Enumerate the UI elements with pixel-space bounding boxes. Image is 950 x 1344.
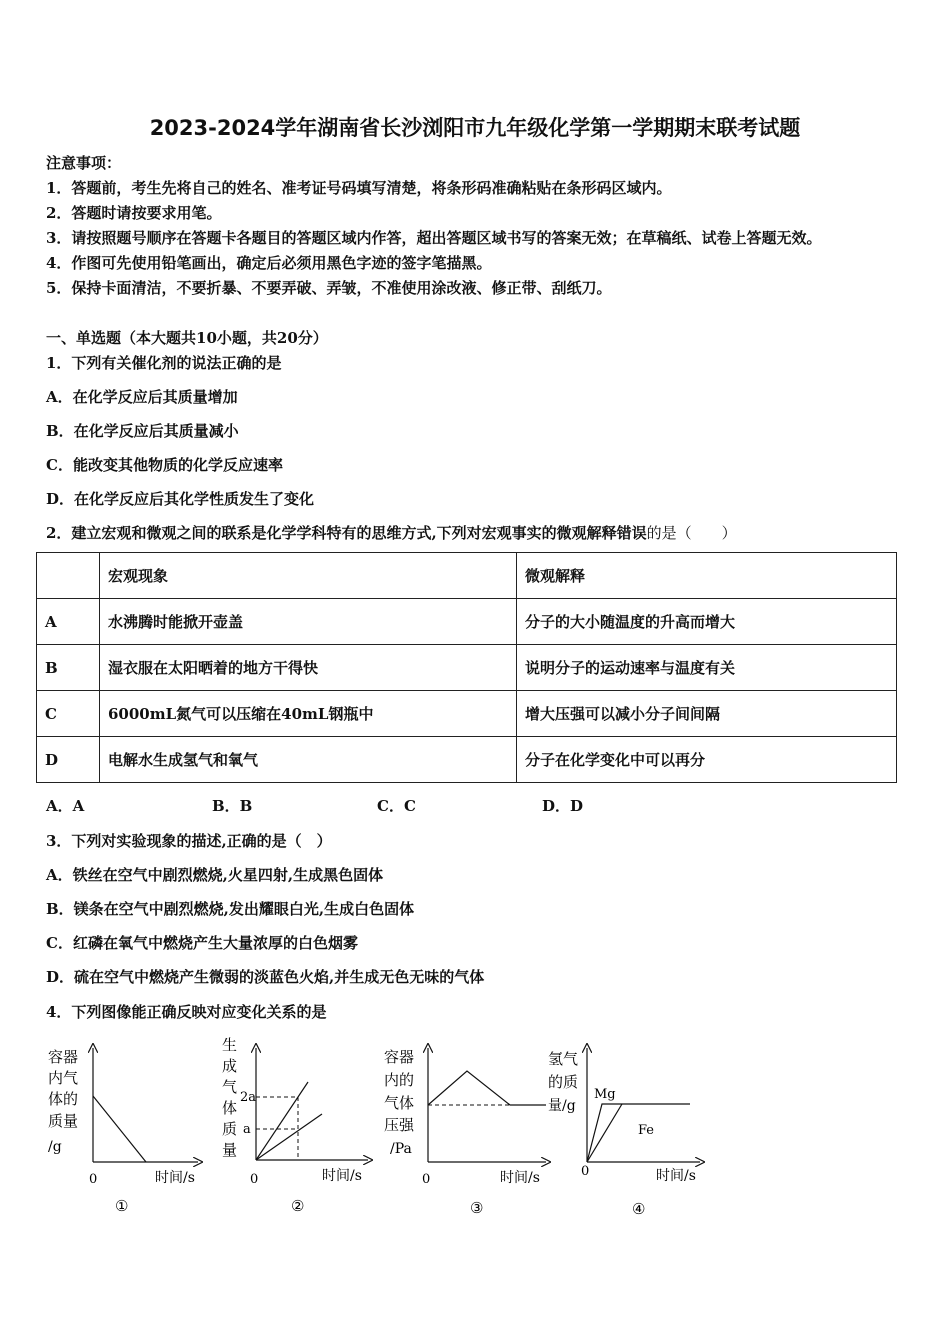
question-4-graphs (0, 1030, 950, 1230)
table-cell: 湿衣服在太阳晒着的地方干得快 (100, 645, 517, 691)
question-3-option-c: C．红磷在氧气中燃烧产生大量浓厚的白色烟雾 (46, 934, 358, 952)
graph-3-ylabel: 内的 (384, 1071, 415, 1089)
page-title: 2023-2024学年湖南省长沙浏阳市九年级化学第一学期期末联考试题 (149, 116, 801, 140)
notice-item: 4．作图可先使用铅笔画出，确定后必须用黑色字迹的签字笔描黑。 (46, 254, 492, 272)
question-3-stem: 3．下列对实验现象的描述,正确的是（ ） (46, 832, 332, 850)
table-cell: 分子在化学变化中可以再分 (517, 737, 897, 783)
graph-4-curve-fe (587, 1104, 622, 1162)
graph-1-origin: 0 (89, 1172, 98, 1187)
question-4-stem: 4．下列图像能正确反映对应变化关系的是 (46, 1003, 327, 1021)
graph-2-tick-2a: 2a (240, 1090, 257, 1105)
graph-4 (548, 1048, 700, 1218)
graph-3-number: ③ (470, 1199, 484, 1217)
table-cell: 宏观现象 (100, 553, 517, 599)
graph-2 (222, 1036, 368, 1215)
graph-2-tick-a: a (243, 1122, 251, 1137)
table-row (37, 645, 897, 691)
graph-3-ylabel: 压强 (384, 1116, 415, 1134)
graph-4-series-mg: Mg (594, 1087, 616, 1102)
graph-1-ylabel: 内气 (48, 1069, 79, 1087)
table-cell: 电解水生成氢气和氧气 (100, 737, 517, 783)
graph-2-number: ② (291, 1197, 305, 1215)
table-cell: 水沸腾时能掀开壶盖 (100, 599, 517, 645)
table-header-row (37, 553, 897, 599)
table-cell: A (37, 599, 100, 645)
graph-4-series-fe: Fe (638, 1123, 655, 1138)
table-cell: 说明分子的运动速率与温度有关 (517, 645, 897, 691)
graph-2-ylabel: 成 (222, 1057, 238, 1075)
graph-3 (384, 1048, 546, 1217)
question-3-option-b: B．镁条在空气中剧烈燃烧,发出耀眼白光,生成白色固体 (46, 900, 415, 918)
graph-2-ylabel: 生 (222, 1036, 238, 1054)
question-1-option-d: D．在化学反应后其化学性质发生了变化 (46, 490, 315, 508)
graph-2-line-shallow (256, 1114, 322, 1160)
table-cell: 分子的大小随温度的升高而增大 (517, 599, 897, 645)
notice-item: 5．保持卡面清洁，不要折暴、不要弄破、弄皱，不准使用涂改液、修正带、刮纸刀。 (46, 279, 612, 297)
graph-3-origin: 0 (422, 1172, 431, 1187)
notice-item: 1．答题前，考生先将自己的姓名、准考证号码填写清楚，将条形码准确粘贴在条形码区域内。 (46, 179, 672, 197)
graph-1-ylabel: 体的 (48, 1090, 79, 1108)
graph-3-ylabel: 气体 (384, 1094, 415, 1112)
graph-4-ylabel: 氢气 (548, 1050, 579, 1068)
table-row (37, 737, 897, 783)
question-1-option-a: A．在化学反应后其质量增加 (46, 388, 238, 406)
graph-3-ylabel: /Pa (390, 1141, 412, 1157)
notice-item: 2．答题时请按要求用笔。 (46, 204, 222, 222)
table-cell: 增大压强可以减小分子间间隔 (517, 691, 897, 737)
section-heading: 一、单选题（本大题共10小题，共20分） (46, 329, 328, 347)
table-row (37, 599, 897, 645)
question-2-table (36, 552, 897, 783)
graph-4-ylabel: 的质 (548, 1073, 579, 1091)
notice-heading: 注意事项： (46, 154, 122, 172)
graph-3-curve (428, 1071, 546, 1105)
graph-2-ylabel: 量 (222, 1141, 238, 1159)
notice-item: 3．请按照题号顺序在答题卡各题目的答题区域内作答，超出答题区域书写的答案无效；在草稿纸、试卷上答题无效。 (46, 229, 822, 247)
table-cell: C (37, 691, 100, 737)
graph-3-ylabel: 容器 (384, 1048, 415, 1066)
graph-2-line-steep (256, 1082, 308, 1160)
graph-1 (48, 1048, 198, 1215)
graph-1-xlabel: 时间/s (155, 1170, 195, 1186)
graph-4-origin: 0 (581, 1164, 590, 1179)
graph-1-number: ① (115, 1197, 129, 1215)
graph-2-ylabel: 气 (222, 1078, 238, 1096)
question-3-option-a: A．铁丝在空气中剧烈燃烧,火星四射,生成黑色固体 (46, 866, 384, 884)
graph-4-number: ④ (632, 1200, 646, 1218)
table-cell: 6000mL氮气可以压缩在40mL钢瓶中 (100, 691, 517, 737)
graph-2-ylabel: 质 (222, 1120, 238, 1138)
graph-1-ylabel: /g (48, 1139, 62, 1155)
question-1-option-c: C．能改变其他物质的化学反应速率 (46, 456, 283, 474)
graph-2-xlabel: 时间/s (322, 1168, 362, 1184)
graph-4-ylabel: 量/g (548, 1098, 576, 1114)
table-cell: B (37, 645, 100, 691)
question-2-option-a: A．A (46, 797, 85, 815)
graph-1-ylabel: 容器 (48, 1048, 79, 1066)
graph-4-xlabel: 时间/s (656, 1168, 696, 1184)
table-cell: D (37, 737, 100, 783)
graph-2-origin: 0 (250, 1172, 259, 1187)
question-2-option-c: C．C (377, 797, 416, 815)
question-2-option-b: B．B (212, 797, 253, 815)
table-cell: 微观解释 (517, 553, 897, 599)
question-1-stem: 1．下列有关催化剂的说法正确的是 (46, 354, 282, 372)
graph-3-xlabel: 时间/s (500, 1170, 540, 1186)
graph-1-curve (93, 1096, 146, 1162)
table-row (37, 691, 897, 737)
question-2-option-d: D．D (542, 797, 584, 815)
question-2-stem-tail: 的是（ ） (646, 524, 737, 542)
graph-2-ylabel: 体 (222, 1099, 238, 1117)
question-1-option-b: B．在化学反应后其质量减小 (46, 422, 239, 440)
table-cell (37, 553, 100, 599)
question-2-stem-main: 2．建立宏观和微观之间的联系是化学学科特有的思维方式,下列对宏观事实的微观解释错误 (46, 524, 647, 542)
question-2-stem (46, 522, 737, 543)
question-3-option-d: D．硫在空气中燃烧产生微弱的淡蓝色火焰,并生成无色无味的气体 (46, 968, 485, 986)
graph-1-ylabel: 质量 (48, 1112, 79, 1130)
